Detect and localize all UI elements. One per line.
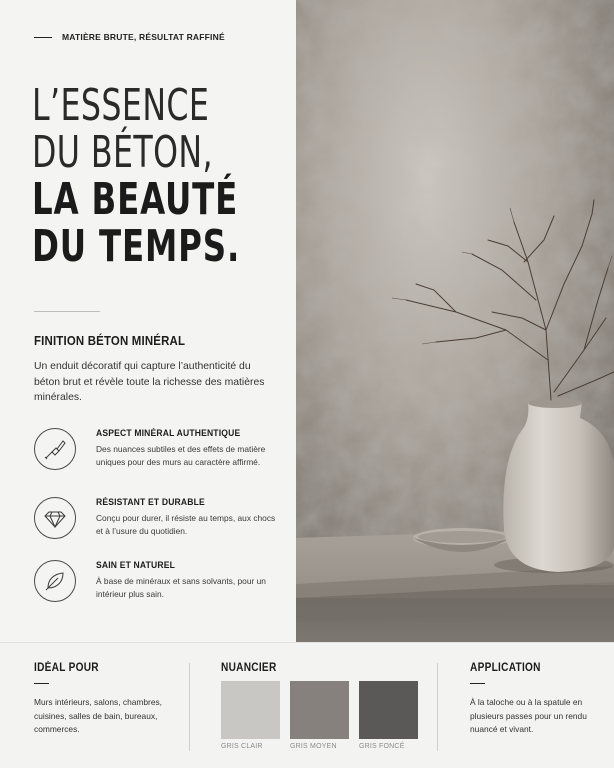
application-title: APPLICATION [470, 662, 541, 674]
swatch-label: GRIS MOYEN [290, 743, 337, 750]
feature-desc: À base de minéraux et sans solvants, pour un intérieur plus sain. [96, 576, 266, 600]
concrete-wall-vase-photo [296, 0, 614, 642]
feature-title: RÉSISTANT ET DURABLE [96, 497, 205, 508]
trowel-icon [34, 428, 76, 470]
feature-title: ASPECT MINÉRAL AUTHENTIQUE [96, 428, 241, 439]
feature-item [34, 560, 274, 610]
swatch-gris-clair [221, 681, 280, 739]
feature-item [34, 497, 274, 547]
ideal-title: IDÉAL POUR [34, 662, 99, 674]
swatch-label: GRIS CLAIR [221, 743, 263, 750]
finish-title: FINITION BÉTON MINÉRAL [34, 333, 186, 348]
nuancier-title: NUANCIER [221, 662, 277, 674]
ideal-text: Murs intérieurs, salons, chambres, cuisines, salles de bain, bureaux, commerces. [34, 697, 162, 734]
feature-desc: Des nuances subtiles et des effets de matière uniques pour des murs au caractère affirmé. [96, 444, 266, 468]
swatch-gris-moyen [290, 681, 349, 739]
ideal-underline [34, 683, 49, 684]
feature-desc: Conçu pour durer, il résiste au temps, aux chocs et à l’usure du quotidien. [96, 513, 276, 537]
application-underline [470, 683, 485, 684]
headline [32, 82, 292, 270]
eyebrow-text: MATIÈRE BRUTE, RÉSULTAT RAFFINÉ [62, 32, 225, 42]
swatch-label: GRIS FONCÉ [359, 743, 405, 750]
headline-line-1: L’ESSENCE [32, 80, 210, 131]
feature-title: SAIN ET NATUREL [96, 560, 176, 571]
column-divider [189, 663, 190, 751]
bottom-info-bar [0, 642, 614, 768]
eyebrow-line [34, 37, 52, 38]
application-text: À la taloche ou à la spatule en plusieurs passes pour un rendu nuancé et vivant. [470, 697, 587, 734]
diamond-icon [34, 497, 76, 539]
headline-line-4: DU TEMPS. [32, 221, 241, 272]
product-photo [296, 0, 614, 642]
leaf-icon [34, 560, 76, 602]
column-divider [437, 663, 438, 751]
divider [34, 311, 100, 312]
headline-line-2: DU BÉTON, [32, 127, 213, 178]
left-panel [0, 0, 296, 642]
swatch-gris-fonce [359, 681, 418, 739]
headline-line-3: LA BEAUTÉ [32, 174, 239, 225]
finish-intro: Un enduit décoratif qui capture l’authenticité du béton brut et révèle toute la richesse des matières minérales. [34, 361, 265, 403]
eyebrow [34, 32, 225, 42]
feature-item [34, 428, 274, 478]
